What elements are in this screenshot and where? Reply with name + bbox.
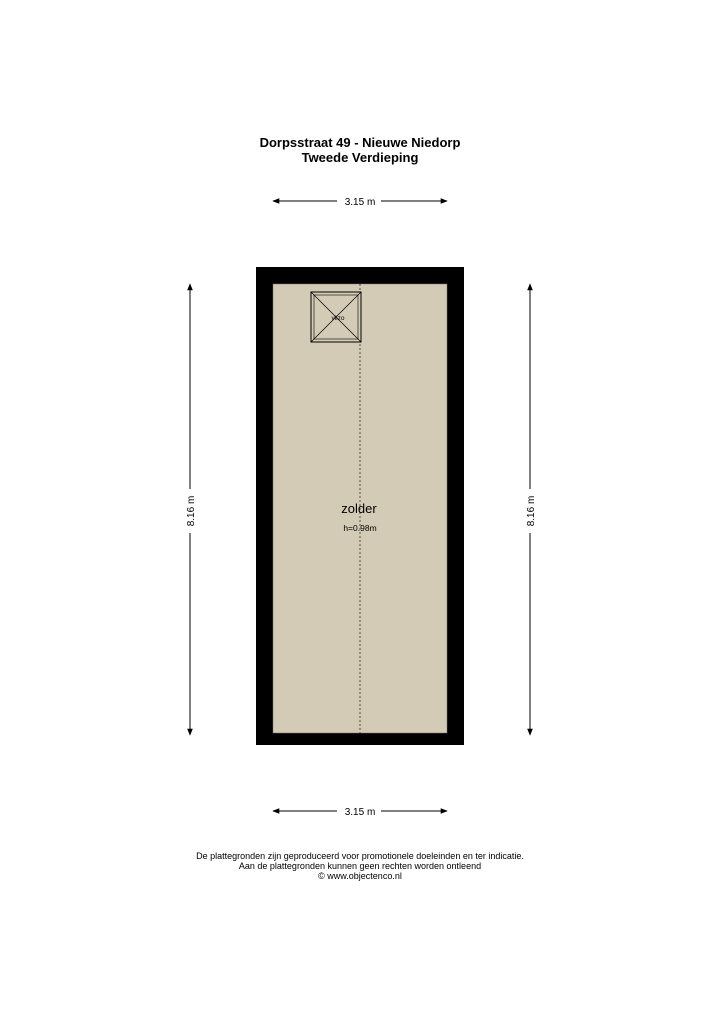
floor-subtitle: Tweede Verdieping — [301, 150, 419, 165]
bottom-dimension-label: 3.15 m — [344, 807, 376, 818]
left-dimension — [186, 284, 197, 735]
room-height: h=0.98m — [343, 523, 377, 533]
top-dimension — [273, 197, 447, 208]
copyright-line: © www.objectenco.nl — [318, 871, 402, 881]
hatch-label: vlizo — [331, 315, 345, 322]
disclaimer-line-2: Aan de plattegronden kunnen geen rechten worden ontleend — [238, 861, 482, 871]
left-dimension-label: 8.16 m — [186, 495, 197, 527]
disclaimer-line-1: De plattegronden zijn geproduceerd voor promotionele doeleinden en ter indicatie. — [196, 851, 524, 861]
room-name: zolder — [341, 501, 377, 516]
right-dimension-label: 8.16 m — [526, 495, 537, 527]
attic-hatch — [311, 292, 361, 342]
right-dimension — [526, 284, 537, 735]
bottom-dimension — [273, 807, 447, 818]
top-dimension-label: 3.15 m — [344, 197, 376, 208]
plan-title: Dorpsstraat 49 - Nieuwe Niedorp — [259, 135, 461, 150]
